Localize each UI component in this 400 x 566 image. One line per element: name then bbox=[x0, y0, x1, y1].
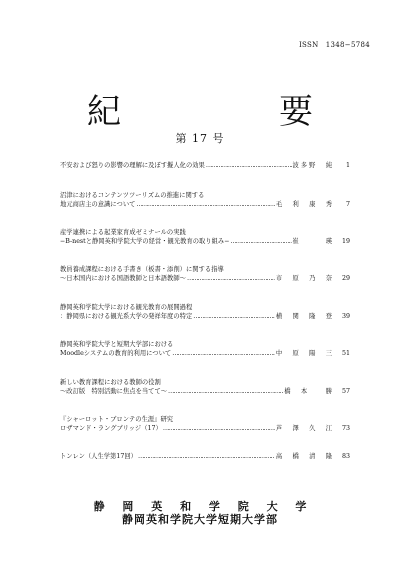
toc-entry-page: 1 bbox=[345, 162, 350, 169]
leader-dots bbox=[168, 387, 283, 396]
toc-entry bbox=[60, 378, 350, 396]
toc-entry-subtitle: 〜日本国内における国語教師と日本語教師〜 bbox=[60, 275, 186, 282]
toc-entry-author: 崔 瑛 bbox=[292, 238, 334, 245]
toc-entry bbox=[60, 452, 350, 461]
publisher bbox=[0, 500, 400, 526]
toc-entry-author: 芦 澤 久 江 bbox=[275, 425, 334, 432]
toc-entry-subtitle: 〜改訂版 特別活動に焦点を当てて〜 bbox=[60, 388, 168, 395]
toc-entry-author: 横 関 隆 登 bbox=[275, 313, 334, 320]
toc-entry-title: 静岡英和学院大学と短期大学部における bbox=[60, 341, 174, 348]
toc-entry-title: 産学連携による起業家育成ゼミナールの実践 bbox=[60, 229, 186, 236]
toc-entry-subtitle: ：静岡県における観光系大学の発祥年度の特定 bbox=[60, 313, 193, 320]
toc-entry-author: 市 原 乃 奈 bbox=[275, 275, 334, 282]
toc-entry bbox=[60, 228, 350, 246]
toc-entry-title: 『シャーロット・ブロンテの生涯』研究 bbox=[60, 416, 174, 423]
toc-entry bbox=[60, 161, 350, 170]
leader-dots bbox=[231, 237, 292, 246]
toc-entry-author: 毛 利 康 秀 bbox=[275, 201, 334, 208]
toc-entry-author: 中 原 陽 三 bbox=[275, 350, 334, 357]
leader-dots bbox=[193, 312, 275, 321]
toc-entry bbox=[60, 340, 350, 358]
issn-number: ISSN 1348−5784 bbox=[298, 41, 370, 49]
toc-entry-page: 51 bbox=[341, 350, 350, 357]
leader-dots bbox=[163, 424, 275, 433]
toc-entry bbox=[60, 191, 350, 209]
toc-entry-author: 波多野 純 bbox=[292, 162, 334, 169]
toc-entry-subtitle: ロザマンド・ラングブリッジ（17） bbox=[60, 425, 162, 432]
toc-entry-subtitle: Moodleシステムの教育的利用について bbox=[60, 350, 172, 357]
toc-entry-subtitle: 地元商店主の意識について bbox=[60, 201, 136, 208]
table-of-contents bbox=[60, 161, 350, 461]
toc-entry-page: 19 bbox=[341, 238, 350, 245]
toc-entry bbox=[60, 265, 350, 283]
toc-entry-author: 高 橋 清 隆 bbox=[275, 453, 334, 460]
leader-dots bbox=[206, 161, 292, 170]
leader-dots bbox=[187, 274, 275, 283]
toc-entry-page: 73 bbox=[341, 425, 350, 432]
leader-dots bbox=[138, 452, 275, 461]
toc-entry-title: 沼津におけるコンテンツツーリズムの推進に関する bbox=[60, 192, 205, 199]
toc-entry-page: 57 bbox=[341, 388, 350, 395]
publisher-university: 静 岡 英 和 学 院 大 学 bbox=[93, 500, 314, 513]
leader-dots bbox=[136, 200, 274, 209]
toc-entry-page: 39 bbox=[341, 313, 350, 320]
toc-entry-page: 7 bbox=[345, 201, 350, 208]
leader-dots bbox=[172, 349, 275, 358]
toc-entry-author: 橋 本 勝 bbox=[284, 388, 334, 395]
toc-entry-title: 不安および怒りの影響の理解に及ぼす擬人化の効果 bbox=[60, 162, 205, 169]
page-title: 紀 要 bbox=[87, 92, 375, 132]
toc-entry-title: トンレン（人生学第17回） bbox=[60, 453, 137, 460]
toc-entry bbox=[60, 415, 350, 433]
toc-entry-title: 新しい教育課程における教師の役割 bbox=[60, 379, 161, 386]
toc-entry-title: 教員養成課程における手書き（板書・添削）に関する指導 bbox=[60, 266, 224, 273]
toc-entry-page: 83 bbox=[341, 453, 350, 460]
toc-entry-page: 29 bbox=[341, 275, 350, 282]
issue-number: 第 17 号 bbox=[175, 132, 225, 145]
toc-entry bbox=[60, 303, 350, 321]
toc-entry-subtitle: −B-nestと静岡英和学院大学の経営・観光教育の取り組み− bbox=[60, 238, 230, 245]
publisher-junior-college: 静岡英和学院大学短期大学部 bbox=[122, 513, 278, 526]
toc-entry-title: 静岡英和学院大学における観光教育の展開過程 bbox=[60, 304, 193, 311]
